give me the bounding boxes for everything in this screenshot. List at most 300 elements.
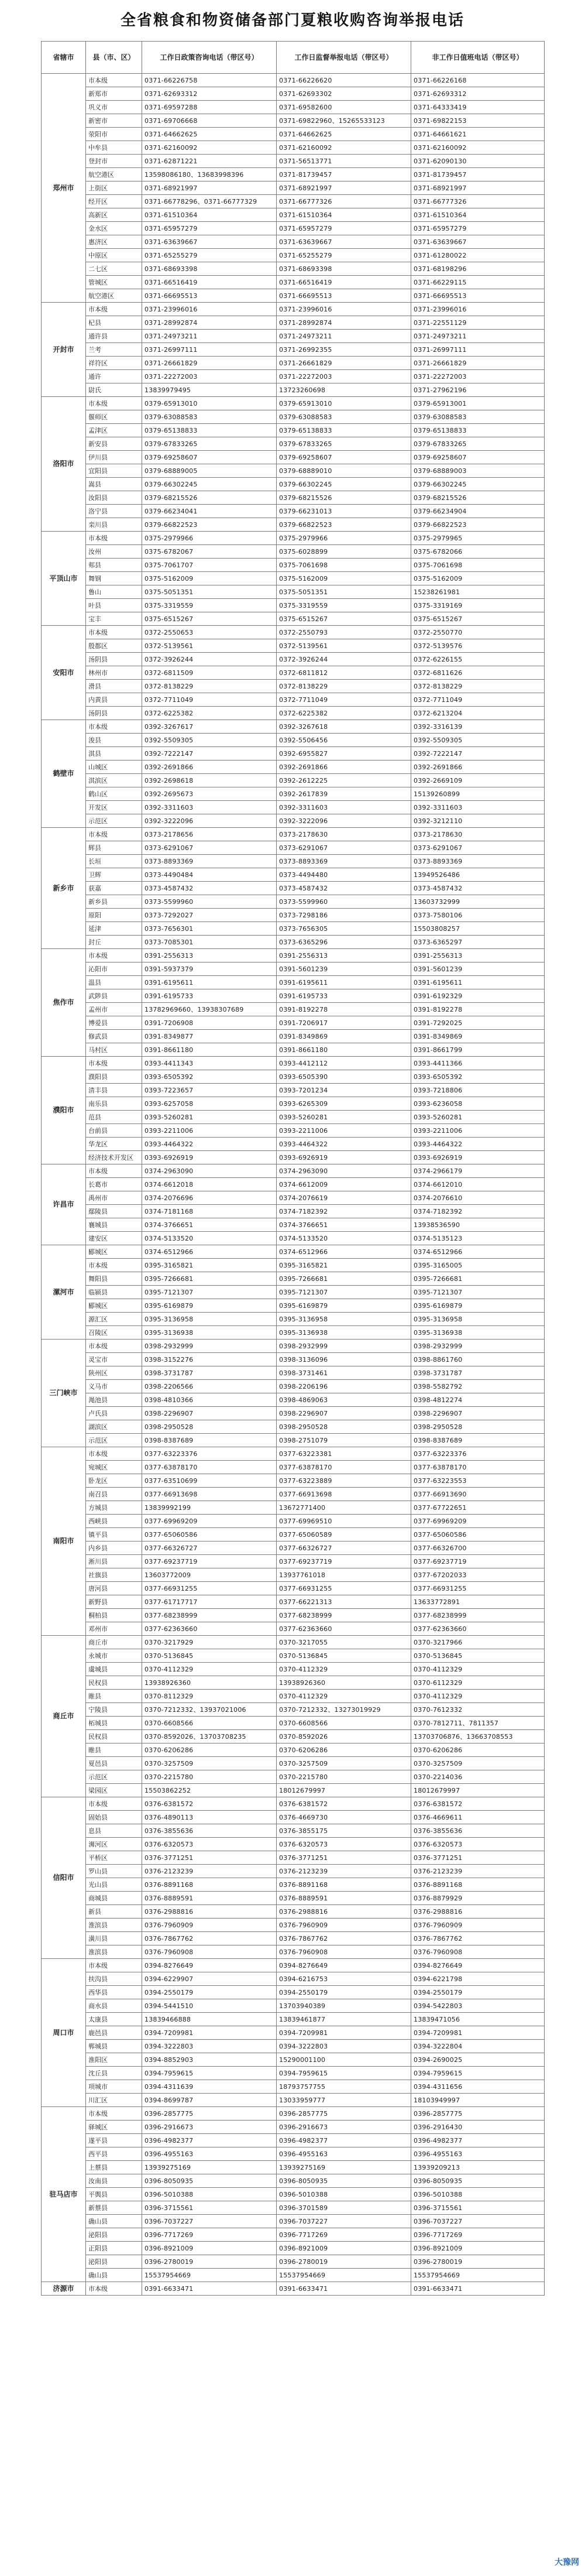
hotline-table [41, 41, 545, 2296]
duty-phone-cell: 0371-62090130 [411, 155, 545, 168]
duty-phone-cell: 0396-8050935 [411, 2174, 545, 2188]
duty-phone-cell: 0377-63223553 [411, 1474, 545, 1488]
table-row [42, 1622, 545, 1636]
table-row [42, 2107, 545, 2121]
county-cell: 新郑市 [86, 87, 142, 101]
report-phone-cell: 0370-3257509 [277, 1757, 411, 1770]
duty-phone-cell: 0379-63088583 [411, 410, 545, 424]
duty-phone-cell: 0398-8861760 [411, 1353, 545, 1366]
county-cell: 建安区 [86, 1232, 142, 1245]
consult-phone-cell: 0373-6291067 [142, 841, 277, 855]
report-phone-cell: 0376-6381572 [277, 1797, 411, 1811]
duty-phone-cell: 0370-7812711、7811357 [411, 1717, 545, 1730]
duty-phone-cell: 0396-2857775 [411, 2107, 545, 2121]
county-cell: 孟津区 [86, 424, 142, 437]
report-phone-cell: 0396-5010388 [277, 2188, 411, 2201]
duty-phone-cell: 0371-27962196 [411, 383, 545, 397]
table-row [42, 720, 545, 734]
table-row [42, 1905, 545, 1919]
table-row [42, 2147, 545, 2161]
table-row [42, 1447, 545, 1461]
report-phone-cell: 0398-3731461 [277, 1366, 411, 1380]
consult-phone-cell: 0396-8050935 [142, 2174, 277, 2188]
duty-phone-cell: 0379-68215526 [411, 491, 545, 505]
duty-phone-cell: 0398-3731787 [411, 1366, 545, 1380]
table-row [42, 424, 545, 437]
report-phone-cell: 0377-66326727 [277, 1542, 411, 1555]
consult-phone-cell: 0379-63088583 [142, 410, 277, 424]
city-cell: 濮阳市 [42, 1057, 86, 1164]
table-row [42, 1259, 545, 1272]
county-cell: 鹤山区 [86, 787, 142, 801]
duty-phone-cell: 0396-2916430 [411, 2121, 545, 2134]
table-row [42, 1528, 545, 1542]
table-row [42, 1380, 545, 1393]
duty-phone-cell: 0379-66822523 [411, 518, 545, 532]
report-phone-cell: 0393-4464322 [277, 1138, 411, 1151]
duty-phone-cell: 0393-2211006 [411, 1124, 545, 1138]
county-cell: 渑池县 [86, 1393, 142, 1407]
consult-phone-cell: 0370-3257509 [142, 1757, 277, 1770]
duty-phone-cell: 0394-2550179 [411, 1986, 545, 1999]
consult-phone-cell: 0370-2215780 [142, 1770, 277, 1784]
report-phone-cell: 0371-62160092 [277, 141, 411, 155]
table-row [42, 599, 545, 612]
report-phone-cell: 0376-7960909 [277, 1919, 411, 1932]
duty-phone-cell: 0371-24973211 [411, 330, 545, 343]
duty-phone-cell: 0377-69969209 [411, 1515, 545, 1528]
duty-phone-cell: 0371-68921997 [411, 181, 545, 195]
duty-phone-cell: 0396-7717269 [411, 2228, 545, 2242]
table-row [42, 289, 545, 303]
consult-phone-cell: 0379-68215526 [142, 491, 277, 505]
table-row [42, 2174, 545, 2188]
consult-phone-cell: 0375-7061707 [142, 559, 277, 572]
county-cell: 伊川县 [86, 451, 142, 464]
consult-phone-cell: 0371-66778296、0371-66777329 [142, 195, 277, 208]
table-row [42, 1986, 545, 1999]
table-row [42, 1770, 545, 1784]
table-row [42, 962, 545, 976]
consult-phone-cell: 0371-69597288 [142, 101, 277, 114]
header-consult-phone: 工作日政策咨询电话（带区号） [142, 42, 277, 74]
consult-phone-cell: 0373-7656301 [142, 922, 277, 936]
county-cell: 惠济区 [86, 235, 142, 249]
consult-phone-cell: 0372-8138229 [142, 680, 277, 693]
county-cell: 高新区 [86, 208, 142, 222]
report-phone-cell: 0395-7121307 [277, 1286, 411, 1299]
table-row [42, 949, 545, 962]
duty-phone-cell: 0371-64333419 [411, 101, 545, 114]
report-phone-cell: 0393-5260281 [277, 1111, 411, 1124]
consult-phone-cell: 0391-5937379 [142, 962, 277, 976]
table-row [42, 976, 545, 989]
duty-phone-cell: 0398-5582792 [411, 1380, 545, 1393]
report-phone-cell: 0395-3165821 [277, 1259, 411, 1272]
duty-phone-cell: 0370-3217966 [411, 1636, 545, 1649]
report-phone-cell: 0374-7182392 [277, 1205, 411, 1218]
county-cell: 湖滨区 [86, 1420, 142, 1434]
report-phone-cell: 0377-66913698 [277, 1488, 411, 1501]
consult-phone-cell: 0372-2550653 [142, 626, 277, 639]
county-cell: 虞城县 [86, 1663, 142, 1676]
county-cell: 汝南县 [86, 2174, 142, 2188]
consult-phone-cell: 0392-2691866 [142, 761, 277, 774]
report-phone-cell: 0392-2617839 [277, 787, 411, 801]
consult-phone-cell: 0377-61717717 [142, 1595, 277, 1609]
page-title: 全省粮食和物资储备部门夏粮收购咨询举报电话 [120, 12, 464, 29]
table-row [42, 707, 545, 720]
consult-phone-cell: 0396-4982377 [142, 2134, 277, 2147]
table-row [42, 1797, 545, 1811]
report-phone-cell: 0392-6955827 [277, 747, 411, 761]
consult-phone-cell: 0393-6926919 [142, 1151, 277, 1164]
consult-phone-cell: 0370-5136845 [142, 1649, 277, 1663]
report-phone-cell: 0377-66931255 [277, 1582, 411, 1595]
consult-phone-cell: 0375-3319559 [142, 599, 277, 612]
county-cell: 民权县 [86, 1730, 142, 1743]
table-row [42, 1690, 545, 1703]
report-phone-cell: 0393-2211006 [277, 1124, 411, 1138]
duty-phone-cell: 13703706876、13663708553 [411, 1730, 545, 1743]
county-cell: 卧龙区 [86, 1474, 142, 1488]
consult-phone-cell: 0398-4810366 [142, 1393, 277, 1407]
table-row [42, 1609, 545, 1622]
county-cell: 睢县 [86, 1690, 142, 1703]
consult-phone-cell: 0371-69706668 [142, 114, 277, 128]
county-cell: 濮阳县 [86, 1070, 142, 1084]
report-phone-cell: 0371-64662625 [277, 128, 411, 141]
duty-phone-cell: 0379-66234904 [411, 505, 545, 518]
duty-phone-cell: 0395-3136938 [411, 1326, 545, 1340]
report-phone-cell: 0374-6512966 [277, 1245, 411, 1259]
county-cell: 项城市 [86, 2080, 142, 2094]
table-row [42, 1070, 545, 1084]
duty-phone-cell: 0392-3212110 [411, 814, 545, 828]
report-phone-cell: 0375-6028899 [277, 545, 411, 559]
duty-phone-cell: 0395-6169879 [411, 1299, 545, 1313]
county-cell: 淇滨区 [86, 774, 142, 787]
table-row [42, 1811, 545, 1824]
consult-phone-cell: 0373-8893369 [142, 855, 277, 868]
report-phone-cell: 0394-7209981 [277, 2026, 411, 2040]
consult-phone-cell: 0394-3222803 [142, 2040, 277, 2053]
county-cell: 市本级 [86, 1259, 142, 1272]
county-cell: 开发区 [86, 801, 142, 814]
county-cell: 林州市 [86, 666, 142, 680]
table-row [42, 572, 545, 585]
report-phone-cell: 0375-5051351 [277, 585, 411, 599]
consult-phone-cell: 0376-6320573 [142, 1838, 277, 1851]
report-phone-cell: 0373-8893369 [277, 855, 411, 868]
report-phone-cell: 0376-3771251 [277, 1851, 411, 1865]
table-row [42, 2094, 545, 2107]
duty-phone-cell: 0394-5422803 [411, 1999, 545, 2013]
duty-phone-cell: 0396-7037227 [411, 2215, 545, 2228]
consult-phone-cell: 0379-69258607 [142, 451, 277, 464]
county-cell: 兰考 [86, 343, 142, 357]
city-cell: 商丘市 [42, 1636, 86, 1797]
table-row [42, 397, 545, 410]
county-cell: 太康县 [86, 2013, 142, 2026]
duty-phone-cell: 0393-5260281 [411, 1111, 545, 1124]
header-report-phone: 工作日监督举报电话（带区号） [277, 42, 411, 74]
duty-phone-cell: 0393-6505392 [411, 1070, 545, 1084]
table-row [42, 410, 545, 424]
report-phone-cell: 0379-63088583 [277, 410, 411, 424]
duty-phone-cell: 0371-68198296 [411, 262, 545, 276]
report-phone-cell: 0377-63223381 [277, 1447, 411, 1461]
table-row [42, 1151, 545, 1164]
county-cell: 杞县 [86, 316, 142, 330]
county-cell: 市本级 [86, 626, 142, 639]
county-cell: 新乡县 [86, 895, 142, 909]
consult-phone-cell: 0373-5599960 [142, 895, 277, 909]
duty-phone-cell: 0374-2076610 [411, 1191, 545, 1205]
table-row [42, 2282, 545, 2296]
duty-phone-cell: 0370-6112329 [411, 1676, 545, 1690]
report-phone-cell: 0371-61510364 [277, 208, 411, 222]
duty-phone-cell: 0370-7612332 [411, 1703, 545, 1717]
county-cell: 新县 [86, 1905, 142, 1919]
table-row [42, 1084, 545, 1097]
county-cell: 驿城区 [86, 2121, 142, 2134]
table-row [42, 747, 545, 761]
consult-phone-cell: 0370-8112329 [142, 1690, 277, 1703]
report-phone-cell: 0376-6320573 [277, 1838, 411, 1851]
county-cell: 郸城县 [86, 2040, 142, 2053]
report-phone-cell: 0370-4112329 [277, 1690, 411, 1703]
county-cell: 淅川县 [86, 1555, 142, 1568]
table-row [42, 2201, 545, 2215]
consult-phone-cell: 0379-68889005 [142, 464, 277, 478]
county-cell: 市本级 [86, 1057, 142, 1070]
county-cell: 宝丰 [86, 612, 142, 626]
county-cell: 平舆县 [86, 2188, 142, 2201]
duty-phone-cell: 0375-7061698 [411, 559, 545, 572]
county-cell: 夏邑县 [86, 1757, 142, 1770]
table-row [42, 1097, 545, 1111]
consult-phone-cell: 0371-23996016 [142, 303, 277, 316]
consult-phone-cell: 0396-2916673 [142, 2121, 277, 2134]
consult-phone-cell: 0396-5010388 [142, 2188, 277, 2201]
duty-phone-cell: 18103949997 [411, 2094, 545, 2107]
report-phone-cell: 0374-5133520 [277, 1232, 411, 1245]
consult-phone-cell: 0394-4311639 [142, 2080, 277, 2094]
report-phone-cell: 0375-5162009 [277, 572, 411, 585]
county-cell: 临颍县 [86, 1286, 142, 1299]
consult-phone-cell: 0376-3771251 [142, 1851, 277, 1865]
consult-phone-cell: 0376-4890113 [142, 1811, 277, 1824]
report-phone-cell: 13937761018 [277, 1568, 411, 1582]
consult-phone-cell: 0379-66234041 [142, 505, 277, 518]
report-phone-cell: 0398-2206196 [277, 1380, 411, 1393]
duty-phone-cell: 0376-6381572 [411, 1797, 545, 1811]
county-cell: 汤阴县 [86, 707, 142, 720]
table-row [42, 1582, 545, 1595]
consult-phone-cell: 0376-7867762 [142, 1932, 277, 1945]
consult-phone-cell: 0394-2550179 [142, 1986, 277, 1999]
duty-phone-cell: 0379-68889003 [411, 464, 545, 478]
table-row [42, 1959, 545, 1972]
table-row [42, 2242, 545, 2255]
county-cell: 新野县 [86, 1595, 142, 1609]
duty-phone-cell: 0395-3136958 [411, 1313, 545, 1326]
table-row [42, 316, 545, 330]
table-row [42, 545, 545, 559]
header-duty-phone: 非工作日值班电话（带区号） [411, 42, 545, 74]
table-row [42, 1501, 545, 1515]
table-row [42, 181, 545, 195]
consult-phone-cell: 0377-68238999 [142, 1609, 277, 1622]
consult-phone-cell: 0370-3217929 [142, 1636, 277, 1649]
table-row [42, 612, 545, 626]
report-phone-cell: 0393-6265309 [277, 1097, 411, 1111]
county-cell: 光山县 [86, 1878, 142, 1892]
table-row [42, 855, 545, 868]
county-cell: 浉河区 [86, 1838, 142, 1851]
county-cell: 市本级 [86, 720, 142, 734]
table-row [42, 1663, 545, 1676]
report-phone-cell: 13939275169 [277, 2161, 411, 2174]
duty-phone-cell: 0375-5162009 [411, 572, 545, 585]
table-row [42, 1420, 545, 1434]
duty-phone-cell: 0398-2950528 [411, 1420, 545, 1434]
table-row [42, 1393, 545, 1407]
county-cell: 滑县 [86, 680, 142, 693]
county-cell: 示范区 [86, 1770, 142, 1784]
header-city: 省辖市 [42, 42, 86, 74]
report-phone-cell: 0371-26992355 [277, 343, 411, 357]
consult-phone-cell: 13839979495 [142, 383, 277, 397]
county-cell: 嵩县 [86, 478, 142, 491]
report-phone-cell: 0391-5601239 [277, 962, 411, 976]
county-cell: 清丰县 [86, 1084, 142, 1097]
county-cell: 泌阳县 [86, 2255, 142, 2269]
county-cell: 长垣 [86, 855, 142, 868]
consult-phone-cell: 0396-4955163 [142, 2147, 277, 2161]
report-phone-cell: 0376-7960908 [277, 1945, 411, 1959]
duty-phone-cell: 0371-69822153 [411, 114, 545, 128]
county-cell: 栾川县 [86, 518, 142, 532]
consult-phone-cell: 0398-2950528 [142, 1420, 277, 1434]
city-cell: 洛阳市 [42, 397, 86, 532]
header-row [42, 42, 545, 74]
report-phone-cell: 0371-28992874 [277, 316, 411, 330]
city-cell: 郑州市 [42, 74, 86, 303]
county-cell: 市本级 [86, 397, 142, 410]
city-cell: 安阳市 [42, 626, 86, 720]
county-cell: 内乡县 [86, 1542, 142, 1555]
report-phone-cell: 0379-66302245 [277, 478, 411, 491]
duty-phone-cell: 0374-2966179 [411, 1164, 545, 1178]
table-row [42, 1030, 545, 1043]
consult-phone-cell: 0377-65060586 [142, 1528, 277, 1542]
report-phone-cell: 0371-81739457 [277, 168, 411, 181]
report-phone-cell: 0379-65913010 [277, 397, 411, 410]
report-phone-cell: 13703940389 [277, 1999, 411, 2013]
county-cell: 西平县 [86, 2147, 142, 2161]
consult-phone-cell: 0376-8889591 [142, 1892, 277, 1905]
report-phone-cell: 0371-66516419 [277, 276, 411, 289]
table-row [42, 2161, 545, 2174]
duty-phone-cell: 0395-3165005 [411, 1259, 545, 1272]
table-row [42, 235, 545, 249]
table-row [42, 1757, 545, 1770]
report-phone-cell: 0396-2916673 [277, 2121, 411, 2134]
report-phone-cell: 0376-7867762 [277, 1932, 411, 1945]
county-cell: 郏县 [86, 559, 142, 572]
table-row [42, 1407, 545, 1420]
duty-phone-cell: 15238261981 [411, 585, 545, 599]
report-phone-cell: 15537954669 [277, 2269, 411, 2282]
report-phone-cell: 0394-3222803 [277, 2040, 411, 2053]
consult-phone-cell: 0371-26661829 [142, 357, 277, 370]
duty-phone-cell: 0392-3311603 [411, 801, 545, 814]
table-row [42, 787, 545, 801]
consult-phone-cell: 0377-66326727 [142, 1542, 277, 1555]
consult-phone-cell: 0376-2988816 [142, 1905, 277, 1919]
consult-phone-cell: 0392-7222147 [142, 747, 277, 761]
report-phone-cell: 0392-5506456 [277, 734, 411, 747]
table-row [42, 1111, 545, 1124]
table-row [42, 141, 545, 155]
report-phone-cell: 0398-2950528 [277, 1420, 411, 1434]
table-row [42, 1138, 545, 1151]
report-phone-cell: 0373-2178630 [277, 828, 411, 841]
report-phone-cell: 0398-3136096 [277, 1353, 411, 1366]
table-row [42, 639, 545, 653]
table-row [42, 1999, 545, 2013]
table-row [42, 478, 545, 491]
table-row [42, 1043, 545, 1057]
consult-phone-cell: 0377-63510699 [142, 1474, 277, 1488]
consult-phone-cell: 0393-2211006 [142, 1124, 277, 1138]
report-phone-cell: 0392-2691866 [277, 761, 411, 774]
table-row [42, 1474, 545, 1488]
consult-phone-cell: 0370-8592026、13703708235 [142, 1730, 277, 1743]
duty-phone-cell: 0374-6512966 [411, 1245, 545, 1259]
duty-phone-cell: 0376-2123239 [411, 1865, 545, 1878]
duty-phone-cell: 0377-66931255 [411, 1582, 545, 1595]
city-cell: 新乡市 [42, 828, 86, 949]
consult-phone-cell: 15537954669 [142, 2269, 277, 2282]
report-phone-cell: 0394-6216753 [277, 1972, 411, 1986]
county-cell: 商城县 [86, 1892, 142, 1905]
county-cell: 洛宁县 [86, 505, 142, 518]
city-cell: 驻马店市 [42, 2107, 86, 2282]
duty-phone-cell: 15537954669 [411, 2269, 545, 2282]
table-row [42, 1218, 545, 1232]
city-cell: 开封市 [42, 303, 86, 397]
consult-phone-cell: 15503862252 [142, 1784, 277, 1797]
consult-phone-cell: 0379-66822523 [142, 518, 277, 532]
report-phone-cell: 0370-6206286 [277, 1743, 411, 1757]
table-row [42, 2134, 545, 2147]
consult-phone-cell: 0373-7085301 [142, 936, 277, 949]
table-row [42, 1461, 545, 1474]
county-cell: 经济技术开发区 [86, 1151, 142, 1164]
report-phone-cell: 0371-68693398 [277, 262, 411, 276]
city-cell: 周口市 [42, 1959, 86, 2107]
county-cell: 西峡县 [86, 1515, 142, 1528]
county-cell: 示范区 [86, 1434, 142, 1447]
report-phone-cell: 13938926360 [277, 1676, 411, 1690]
county-cell: 源汇区 [86, 1313, 142, 1326]
consult-phone-cell: 0372-5139561 [142, 639, 277, 653]
table-row [42, 882, 545, 895]
consult-phone-cell: 0371-28992874 [142, 316, 277, 330]
